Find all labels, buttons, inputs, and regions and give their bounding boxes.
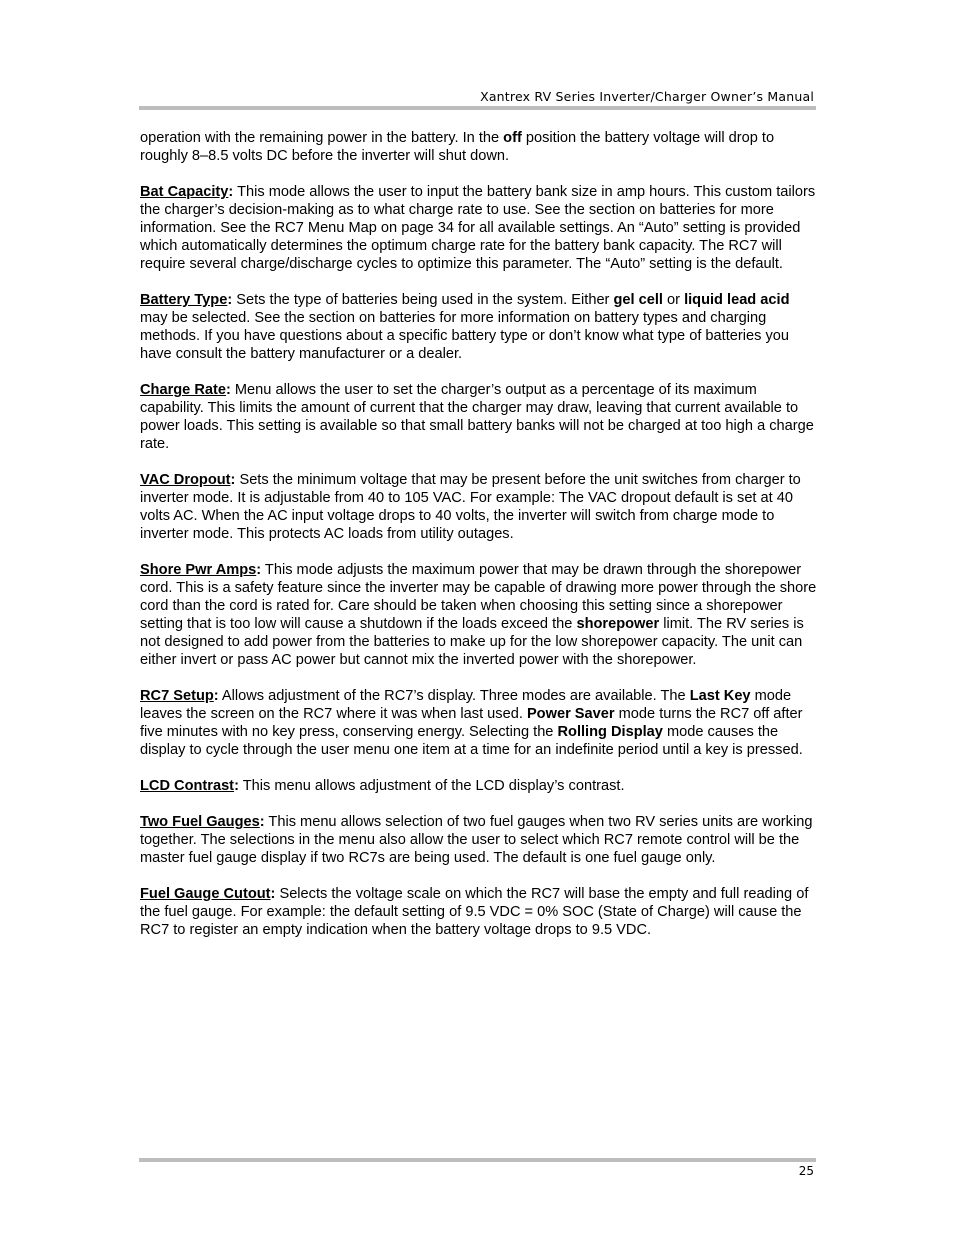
running-header: Xantrex RV Series Inverter/Charger Owner’s Manual: [480, 89, 814, 104]
body-text: or: [662, 292, 685, 308]
body-text: This mode adjusts the maximum power that may be drawn through the shorepower cord. This is a safety feature since the inverter may be capable of drawing more power through the shore cord than the cord is rated for. Care should be taken when choosing this setting since a shorepower setting that is too low will cause a shutdown if the loads exceed the: [140, 562, 817, 632]
setting-term: Battery Type:: [140, 292, 233, 308]
footer-divider: [139, 1158, 816, 1162]
emphasized-text: gel cell: [613, 292, 663, 308]
setting-term: Two Fuel Gauges:: [140, 814, 265, 830]
emphasized-text: Last Key: [689, 688, 751, 704]
setting-term-name: Bat Capacity: [140, 184, 229, 200]
emphasized-text: shorepower: [576, 616, 660, 632]
body-text: This menu allows selection of two fuel gauges when two RV series units are working together. The selections in the menu also allow the user to select which RC7 remote control will be the master fuel gauge display if two RC7s are being used. The default is one fuel gauge only.: [140, 814, 813, 866]
page-number: 25: [798, 1164, 814, 1178]
body-text: operation with the remaining power in the battery. In the: [140, 130, 504, 146]
setting-term: Charge Rate:: [140, 382, 231, 398]
paragraph: [140, 129, 820, 165]
manual-body-text: [140, 129, 820, 957]
paragraph: [140, 381, 820, 453]
body-text: limit. The RV series is not designed to add power from the batteries to make up for the low shorepower capacity. The unit can either invert or pass AC power but cannot mix the inverted power with the shorepower.: [140, 616, 804, 668]
emphasized-text: Rolling Display: [557, 724, 663, 740]
paragraph: [140, 777, 820, 795]
paragraph: [140, 813, 820, 867]
body-text: Selects the voltage scale on which the RC7 will base the empty and full reading of the fuel gauge. For example: the default setting of 9.5 VDC = 0% SOC (State of Charge) will cause the RC7 to register an empty indication when the battery voltage drops to 9.5 VDC.: [140, 886, 809, 938]
body-text: mode turns the RC7 off after five minutes with no key press, conserving energy. Selecting the: [140, 706, 803, 740]
setting-term: Bat Capacity:: [140, 184, 234, 200]
body-text: mode causes the display to cycle through the user menu one item at a time for an indefinite period until a key is pressed.: [140, 724, 803, 758]
setting-term: LCD Contrast:: [140, 778, 239, 794]
body-text: Allows adjustment of the RC7’s display. Three modes are available. The: [218, 688, 690, 704]
header-divider: [139, 106, 816, 110]
setting-term-name: Shore Pwr Amps: [140, 562, 257, 578]
body-text: position the battery voltage will drop to roughly 8–8.5 volts DC before the inverter will shut down.: [140, 130, 775, 164]
setting-term-name: LCD Contrast: [140, 778, 235, 794]
emphasized-text: liquid lead acid: [684, 292, 790, 308]
paragraph: [140, 183, 820, 273]
body-text: may be selected. See the section on batteries for more information on battery types and charging methods. If you have questions about a specific battery type or don’t know what type of batteries you have consult the battery manufacturer or a dealer.: [140, 310, 789, 362]
paragraph: [140, 291, 820, 363]
emphasized-text: Power Saver: [526, 706, 615, 722]
setting-term-name: RC7 Setup: [140, 688, 214, 704]
emphasized-text: off: [503, 130, 522, 146]
setting-term: Shore Pwr Amps:: [140, 562, 262, 578]
body-text: This mode allows the user to input the battery bank size in amp hours. This custom tailors the charger’s decision-making as to what charge rate to use. See the section on batteries for more information. See the RC7 Menu Map on page 34 for all available settings. An “Auto” setting is provided which automatically determines the optimum charge rate for the battery bank capacity. The RC7 will require several charge/discharge cycles to optimize this parameter. The “Auto” setting is the default.: [140, 184, 816, 272]
body-text: mode leaves the screen on the RC7 where it was when last used.: [140, 688, 792, 722]
setting-term-name: Fuel Gauge Cutout: [140, 886, 271, 902]
body-text: Sets the minimum voltage that may be present before the unit switches from charger to inverter mode. It is adjustable from 40 to 105 VAC. For example: The VAC dropout default is set at 40 volts AC. When the AC input voltage drops to 40 volts, the inverter will switch from charge mode to inverter mode. This protects AC loads from utility outages.: [140, 472, 801, 542]
setting-term-name: Two Fuel Gauges: [140, 814, 260, 830]
setting-term-name: VAC Dropout: [140, 472, 231, 488]
body-text: Sets the type of batteries being used in the system. Either: [232, 292, 614, 308]
setting-term-name: Charge Rate: [140, 382, 226, 398]
paragraph: [140, 471, 820, 543]
setting-term: VAC Dropout:: [140, 472, 236, 488]
body-text: This menu allows adjustment of the LCD display’s contrast.: [238, 778, 625, 794]
paragraph: [140, 561, 820, 669]
paragraph: [140, 687, 820, 759]
setting-term: RC7 Setup:: [140, 688, 219, 704]
paragraph: [140, 885, 820, 939]
setting-term-name: Battery Type: [140, 292, 228, 308]
setting-term: Fuel Gauge Cutout:: [140, 886, 276, 902]
body-text: Menu allows the user to set the charger’s output as a percentage of its maximum capability. This limits the amount of current that the charger may draw, leaving that current available to power loads. This setting is available so that small battery banks will not be charged at too high a charge rate.: [140, 382, 814, 452]
